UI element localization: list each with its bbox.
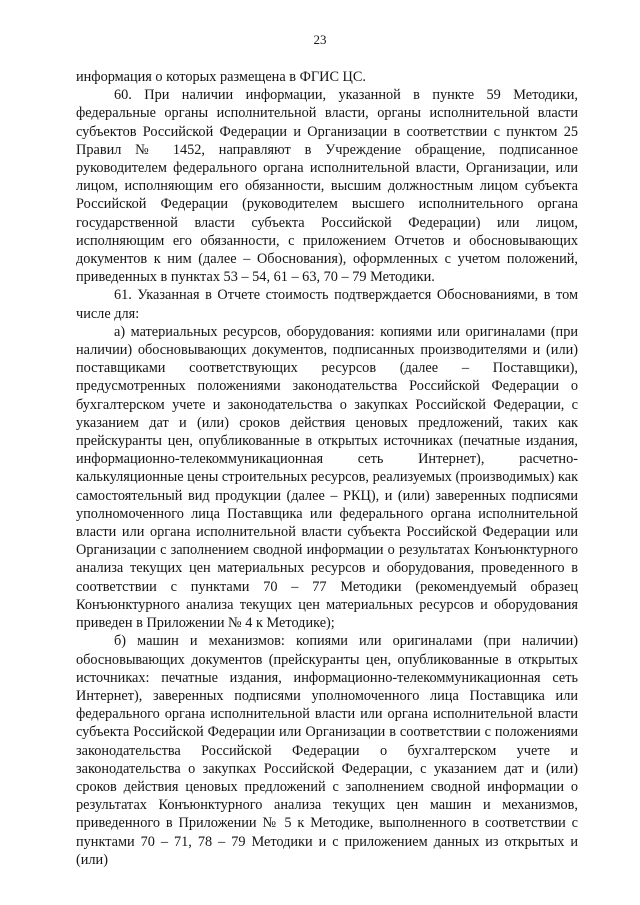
document-body [76,68,578,869]
paragraph-item-60: 60. При наличии информации, указанной в пункте 59 Методики, федеральные органы исполнительной власти, органы исполнительной власти субъектов Российской Федерации и Организации в соответствии с пунктом 25 Правил № 1452, направляют в Учреждение обращение, подписанное руководителем федерального органа исполнительной власти, Организации, или лицом, исполняющим его обязанности, высшим должностным лицом субъекта Российской Федерации (руководителем высшего исполнительного органа государственной власти субъекта Российской Федерации) или лицом, исполняющим его обязанности, с приложением Отчетов и обосновывающих документов к ним (далее – Обоснования), оформленных с учетом положений, приведенных в пунктах 53 – 54, 61 – 63, 70 – 79 Методики. [76,87,578,286]
paragraph-subitem-b: б) машин и механизмов: копиями или оригиналами (при наличии) обосновывающих документов (прейскуранты цен, опубликованные в открытых источниках: печатные издания, информационно-телекоммуникационная сеть Интернет), заверенных подписями уполномоченного лица Поставщика или федерального органа исполнительной власти или органа исполнительной власти субъекта Российской Федерации или Организации в соответствии с положениями законодательства Российской Федерации о бухгалтерском учете и законодательства о закупках Российской Федерации, с указанием дат и (или) сроков действия ценовых предложений с заполнением сводной информации о результатах Конъюнктурного анализа текущих цен машин и механизмов, приведенного в Приложении № 5 к Методике, выполненного в соответствии с пунктами 70 – 71, 78 – 79 Методики и с приложением данных из открытых и (или) [76,633,578,868]
paragraph-item-61: 61. Указанная в Отчете стоимость подтверждается Обоснованиями, в том числе для: [76,287,578,322]
page-number: 23 [313,32,327,47]
paragraph-continuation: информация о которых размещена в ФГИС ЦС. [76,69,366,85]
paragraph-subitem-a: а) материальных ресурсов, оборудования: копиями или оригиналами (при наличии) обосновывающих документов, подписанных производителями и (или) поставщиками соответствующих ресурсов (далее – Поставщики), предусмотренных положениями законодательства Российской Федерации о бухгалтерском учете и законодательства о закупках Российской Федерации, с указанием дат и (или) сроков действия ценовых предложений, таких как прейскуранты цен, опубликованные в открытых источниках (печатные издания, информационно-телекоммуникационная сеть Интернет), расчетно-калькуляционные цены строительных ресурсов, реализуемых (производимых) как самостоятельный вид продукции (далее – РКЦ), и (или) заверенных подписями уполномоченного лица Поставщика или федерального органа исполнительной власти или органа исполнительной власти субъекта Российской Федерации или Организации с заполнением сводной информации о результатах Конъюнктурного анализа текущих цен материальных ресурсов и оборудования, проведенного в соответствии с пунктами 70 – 77 Методики (рекомендуемый образец Конъюнктурного анализа текущих цен материальных ресурсов и оборудования приведен в Приложении № 4 к Методике); [76,323,579,632]
